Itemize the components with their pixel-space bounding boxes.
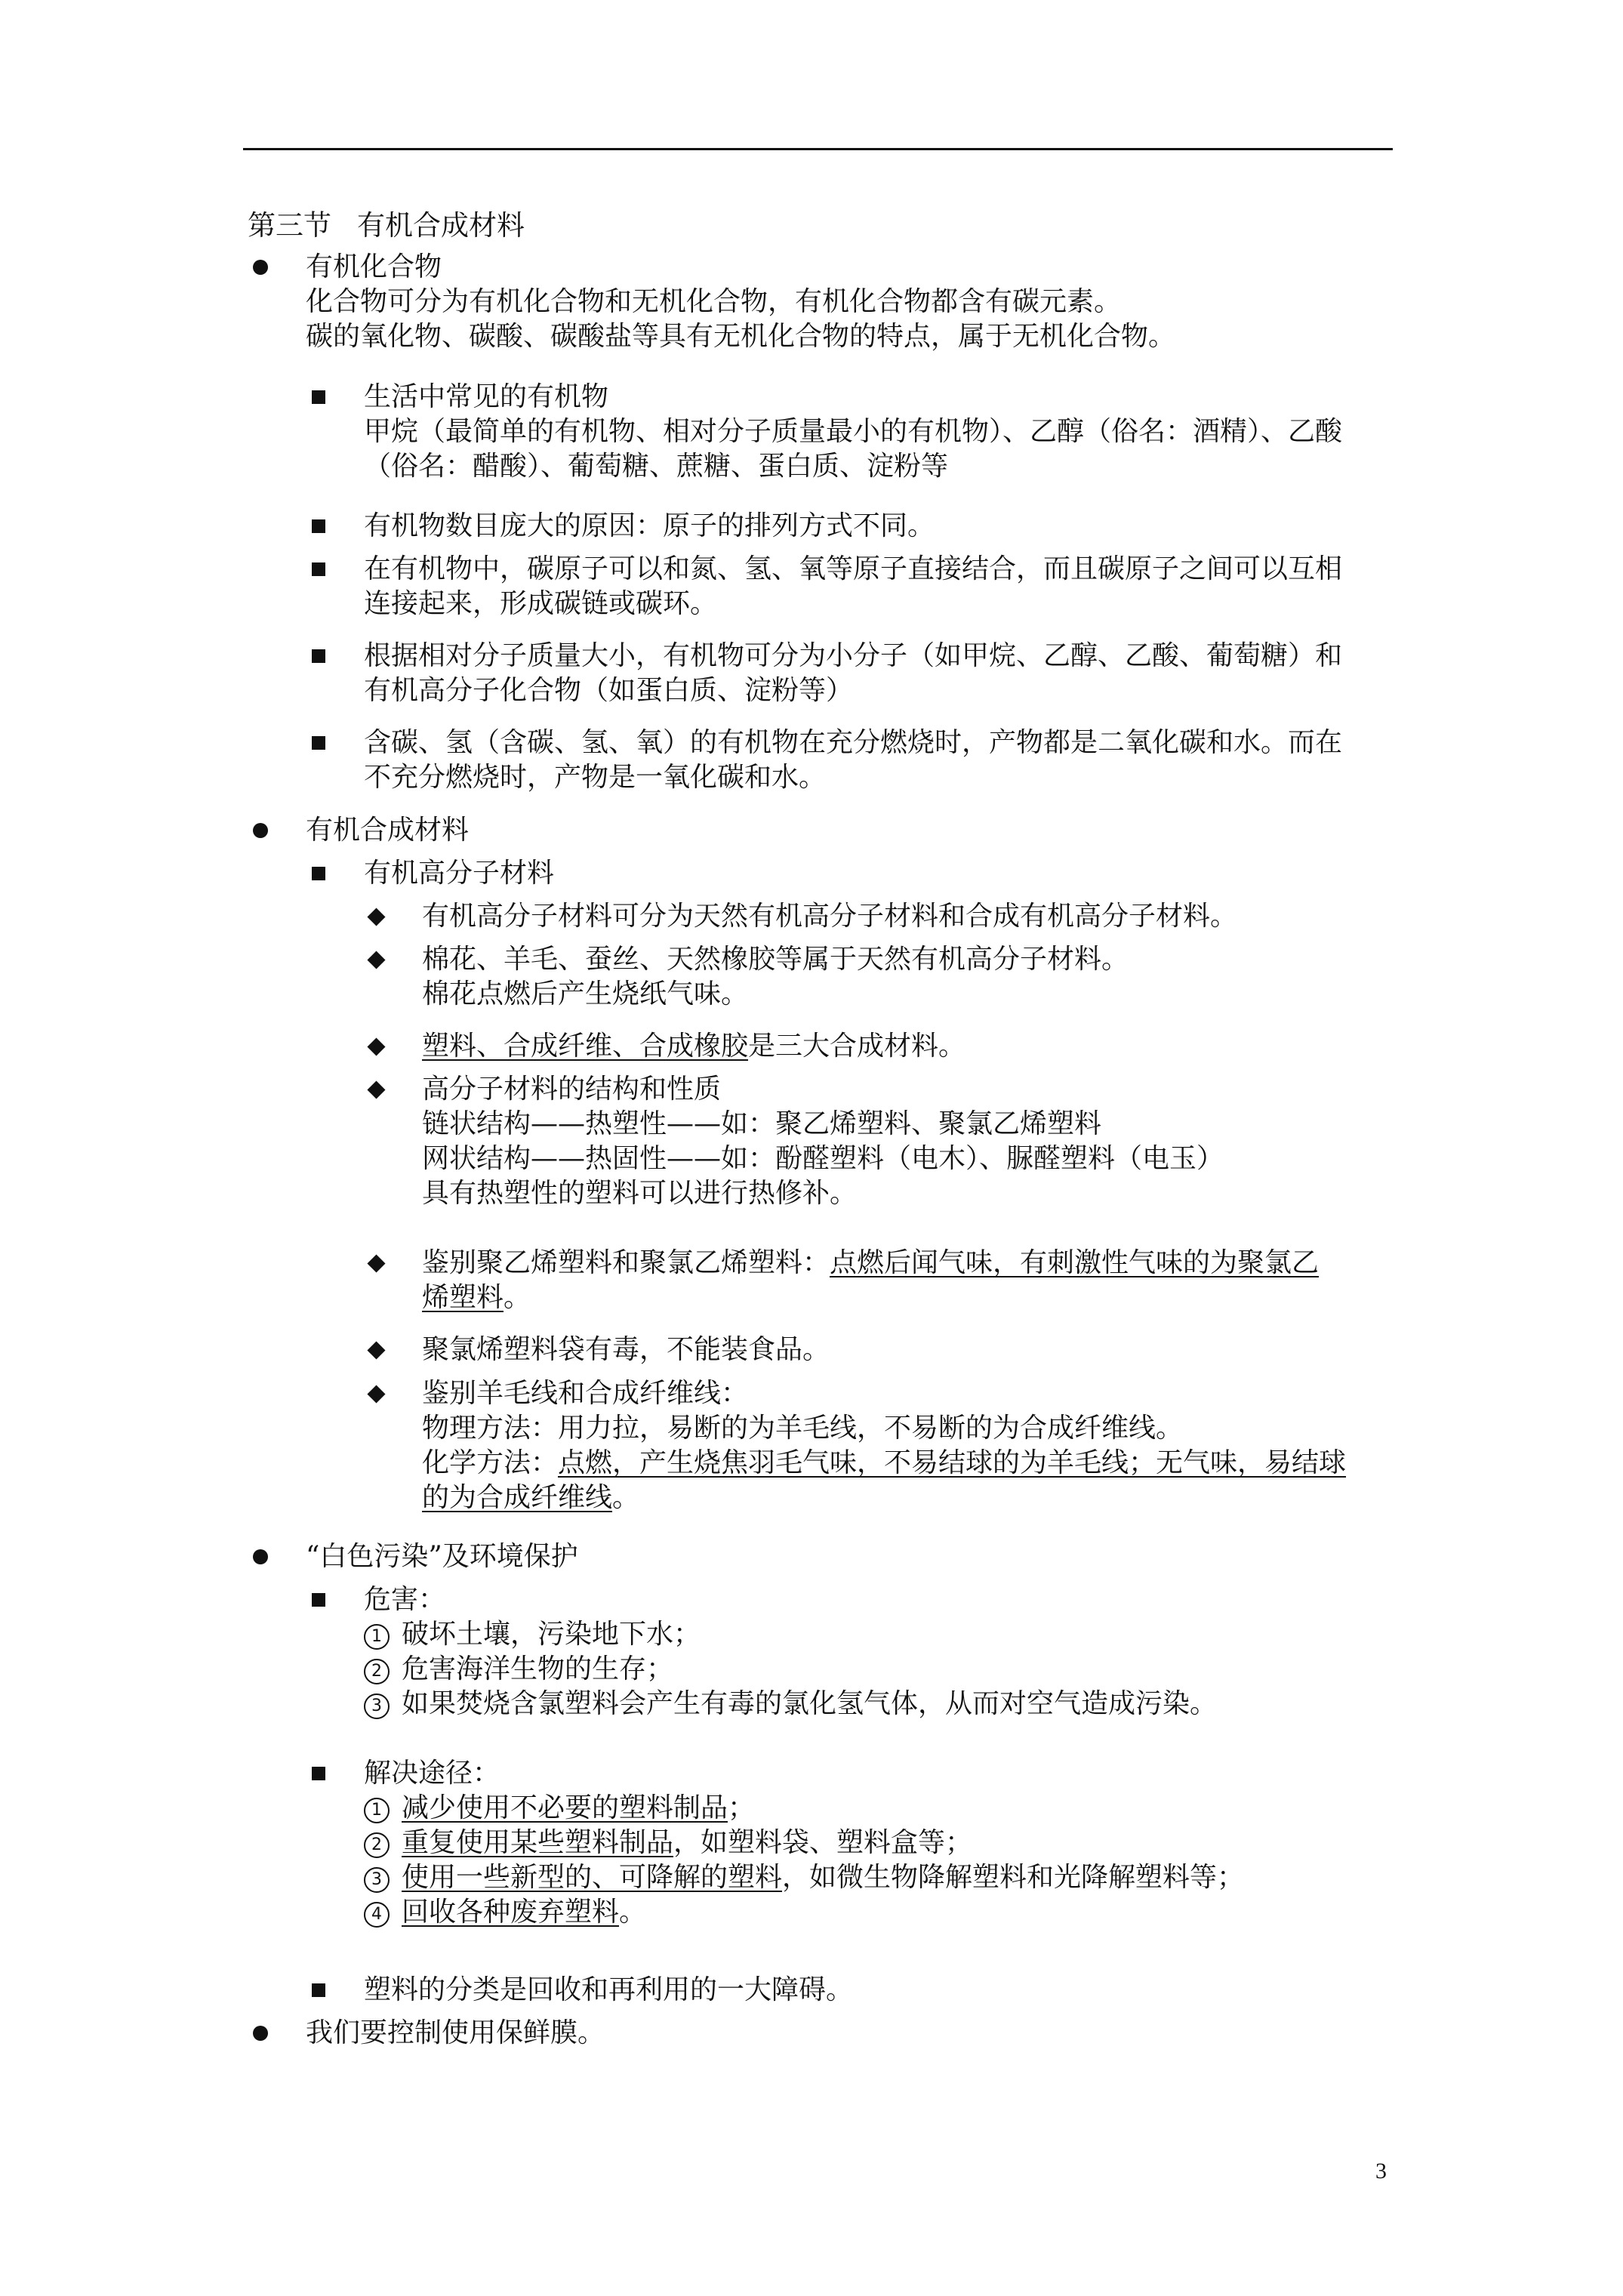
item-text: 高分子材料的结构和性质 — [422, 1074, 722, 1105]
list-item — [422, 1246, 1319, 1315]
section-heading-text: 我们要控制使用保鲜膜。 — [306, 2017, 605, 2048]
bullet-square — [312, 562, 325, 576]
item-text: 有机高分子材料可分为天然有机高分子材料和合成有机高分子材料。 — [422, 901, 1238, 932]
item-text: 化学方法： — [422, 1447, 559, 1478]
bullet-diamond — [367, 1385, 385, 1403]
bullet-square — [312, 1767, 325, 1780]
item-text: 在有机物中，碳原子可以和氮、氢、氧等原子直接结合，而且碳原子之间可以互相 — [364, 553, 1343, 584]
bullet-dot — [253, 1549, 268, 1564]
circled-number: 1 — [364, 1624, 390, 1650]
item-text: ，如微生物降解塑料和光降解塑料等； — [782, 1862, 1245, 1893]
page-number: 3 — [1375, 2159, 1387, 2184]
underlined-text: 点燃，产生烧焦羽毛气味，不易结球的为羊毛线；无气味，易结球 — [558, 1447, 1347, 1478]
item-text: 破坏土壤，污染地下水； — [402, 1619, 701, 1650]
list-item — [364, 726, 1342, 795]
item-text: 。 — [612, 1482, 640, 1513]
item-text: ； — [728, 1792, 756, 1823]
list-item — [364, 509, 935, 544]
bullet-diamond — [367, 951, 385, 969]
list-item — [364, 639, 1342, 708]
section-number: 第三节 — [248, 209, 331, 242]
item-title: 危害： — [364, 1584, 446, 1615]
item-text: 网状结构——热固性——如：酚醛塑料（电木）、脲醛塑料（电玉） — [422, 1143, 1224, 1174]
section-heading: 有机化合物 — [306, 251, 442, 282]
item-text: 物理方法：用力拉，易断的为羊毛线，不易断的为合成纤维线。 — [422, 1413, 1184, 1444]
underlined-text: 烯塑料 — [422, 1282, 504, 1313]
bullet-diamond — [367, 1037, 385, 1056]
section-title: 有机合成材料 — [357, 209, 525, 242]
item-text: 有机物数目庞大的原因：原子的排列方式不同。 — [364, 510, 935, 541]
bullet-diamond — [367, 1080, 385, 1099]
item-text: 有机高分子化合物（如蛋白质、淀粉等） — [364, 675, 854, 706]
bullet-square — [312, 867, 325, 880]
item-text: 危害海洋生物的生存； — [402, 1653, 674, 1684]
list-item — [364, 552, 1342, 621]
circled-number: 1 — [364, 1798, 390, 1823]
item-note: 棉花点燃后产生烧纸气味。 — [422, 978, 749, 1009]
paragraph: 化合物可分为有机化合物和无机化合物，有机化合物都含有碳元素。 — [306, 286, 1122, 317]
list-item — [364, 380, 1342, 484]
header-rule — [243, 148, 1393, 150]
section-heading — [306, 2016, 605, 2051]
underlined-text: 回收各种废弃塑料 — [402, 1897, 620, 1928]
item-text: 鉴别羊毛线和合成纤维线： — [422, 1378, 749, 1409]
underlined-text: 重复使用某些塑料制品 — [402, 1827, 674, 1858]
sub-heading-text: 有机高分子材料 — [364, 858, 555, 889]
circled-number: 2 — [364, 1659, 390, 1684]
underlined-text: 点燃后闻气味，有刺激性气味的为聚氯乙 — [830, 1247, 1320, 1278]
item-text: （俗名：醋酸）、葡萄糖、蔗糖、蛋白质、淀粉等 — [364, 451, 949, 482]
section-heading — [306, 813, 469, 848]
list-item — [422, 899, 1237, 934]
section-heading-text: “白色污染”及环境保护 — [306, 1541, 578, 1572]
bullet-square — [312, 390, 325, 404]
circled-number: 2 — [364, 1832, 390, 1858]
section-heading — [306, 1539, 578, 1574]
underlined-text: 使用一些新型的、可降解的塑料 — [402, 1862, 783, 1893]
section-heading-text: 有机合成材料 — [306, 815, 470, 846]
bullet-diamond — [367, 1254, 385, 1272]
bullet-square — [312, 1593, 325, 1607]
solutions-list — [364, 1756, 1244, 1930]
circled-number: 3 — [364, 1693, 390, 1719]
circled-number: 4 — [364, 1902, 390, 1928]
item-text: 甲烷（最简单的有机物、相对分子质量最小的有机物）、乙醇（俗名：酒精）、乙酸 — [364, 416, 1343, 447]
item-title: 解决途径： — [364, 1758, 500, 1789]
section-organic-compounds — [306, 250, 1175, 354]
item-text: 链状结构——热塑性——如：聚乙烯塑料、聚氯乙烯塑料 — [422, 1108, 1102, 1139]
bullet-dot — [253, 2026, 268, 2041]
bullet-square — [312, 519, 325, 533]
bullet-square — [312, 736, 325, 750]
harm-list — [364, 1583, 1217, 1721]
bullet-dot — [253, 260, 268, 275]
item-text: 含碳、氢（含碳、氢、氧）的有机物在充分燃烧时，产物都是二氧化碳和水。而在 — [364, 727, 1343, 758]
list-item — [422, 1376, 1346, 1515]
item-text: 。 — [619, 1897, 647, 1928]
list-item — [422, 1333, 830, 1367]
item-text: 鉴别聚乙烯塑料和聚氯乙烯塑料： — [422, 1247, 830, 1278]
list-item — [422, 1072, 1224, 1211]
bullet-diamond — [367, 908, 385, 926]
item-text: 如果焚烧含氯塑料会产生有毒的氯化氢气体，从而对空气造成污染。 — [402, 1688, 1218, 1719]
bullet-square — [312, 649, 325, 663]
underlined-text: 减少使用不必要的塑料制品 — [402, 1792, 728, 1823]
underlined-text: 塑料、合成纤维、合成橡胶 — [422, 1031, 749, 1062]
item-text: ，如塑料袋、塑料盒等； — [673, 1827, 973, 1858]
item-text: 是三大合成材料。 — [748, 1031, 966, 1062]
page-title — [248, 208, 525, 243]
list-item — [364, 1973, 853, 2008]
item-text: 聚氯烯塑料袋有毒，不能装食品。 — [422, 1334, 830, 1365]
bullet-diamond — [367, 1341, 385, 1359]
bullet-square — [312, 1983, 325, 1997]
sub-heading — [364, 856, 554, 891]
bullet-dot — [253, 823, 268, 838]
item-text: 根据相对分子质量大小，有机物可分为小分子（如甲烷、乙醇、乙酸、葡萄糖）和 — [364, 640, 1343, 671]
underlined-text: 的为合成纤维线 — [422, 1482, 613, 1513]
item-text: 塑料的分类是回收和再利用的一大障碍。 — [364, 1974, 854, 2005]
item-title: 生活中常见的有机物 — [364, 381, 609, 412]
circled-number: 3 — [364, 1867, 390, 1893]
paragraph: 碳的氧化物、碳酸、碳酸盐等具有无机化合物的特点，属于无机化合物。 — [306, 321, 1176, 352]
item-text: 不充分燃烧时，产物是一氧化碳和水。 — [364, 762, 827, 793]
item-text: 具有热塑性的塑料可以进行热修补。 — [422, 1178, 858, 1209]
item-text: 连接起来，形成碳链或碳环。 — [364, 588, 718, 619]
item-text: 。 — [504, 1282, 531, 1313]
item-text: 棉花、羊毛、蚕丝、天然橡胶等属于天然有机高分子材料。 — [422, 944, 1129, 975]
list-item — [422, 1029, 965, 1064]
list-item — [422, 942, 1129, 1012]
